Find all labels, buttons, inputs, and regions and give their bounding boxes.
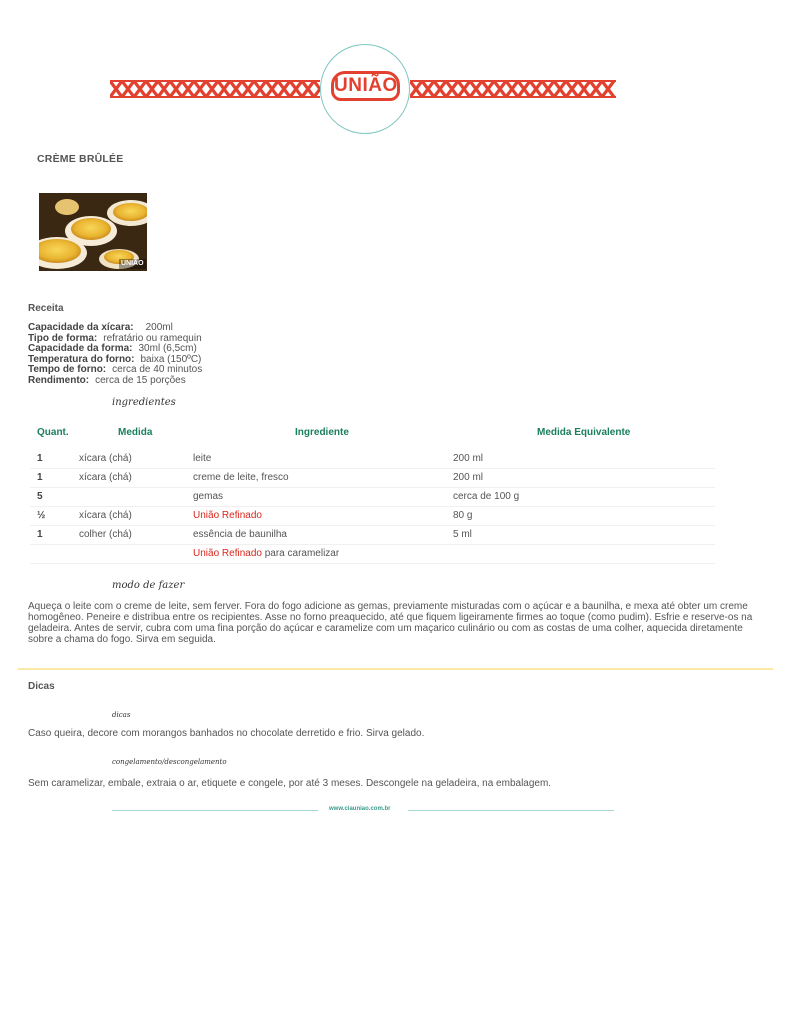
cell-equivalente: 5 ml <box>453 529 472 540</box>
table-row <box>30 506 715 526</box>
cell-medida: xícara (chá) <box>79 453 132 464</box>
footer-line-left <box>112 810 318 811</box>
fact-row: Temperatura do forno: baixa (150ºC) <box>28 353 202 365</box>
cell-quant: 1 <box>37 453 43 464</box>
braid-left-decoration <box>110 78 320 100</box>
fact-row: Capacidade da xícara: 200ml <box>28 322 173 333</box>
cell-ingrediente: leite <box>193 453 212 464</box>
cell-medida: xícara (chá) <box>79 472 132 483</box>
table-row <box>30 525 715 545</box>
braid-right-decoration <box>410 78 616 100</box>
cell-quant: 5 <box>37 491 43 502</box>
congelamento-text: Sem caramelizar, embale, extraia o ar, etiquete e congele, por até 3 meses. Descongele na geladeira, na embalagem. <box>28 778 552 789</box>
table-row <box>30 468 715 488</box>
col-header-quant: Quant. <box>37 427 69 438</box>
dicas-heading: Dicas <box>28 681 55 692</box>
table-row <box>30 544 715 564</box>
ingrediente-link[interactable]: União Refinado <box>193 548 262 559</box>
cell-ingrediente-link[interactable]: União Refinado <box>193 510 262 521</box>
cell-medida: xícara (chá) <box>79 510 132 521</box>
cell-quant: ½ <box>37 510 46 521</box>
recipe-facts <box>28 323 202 387</box>
fact-row: Rendimento: cerca de 15 porções <box>28 374 186 386</box>
cell-equivalente: cerca de 100 g <box>453 491 520 502</box>
logo-badge <box>331 71 400 101</box>
modo-de-fazer-text: Aqueça o leite com o creme de leite, sem ferver. Fora do fogo adicione as gemas, previamente misturadas com o açúcar e a baunilha, e mexa até obter um creme homogêneo. Peneire e distribua entre os recipientes. Asse no forno preaquecido, até que fiquem ligeiramente firmes ao toque (como pudim). Esfrie e reserve-os na geladeira. Antes de servir, cubra com uma fina porção do açúcar e caramelize com um maçarico culinário ou com as costas de uma colher, aquecida diretamente sobre a chama do fogo. Sirva em seguida. <box>28 601 753 645</box>
brand-logo[interactable] <box>320 44 410 134</box>
modo-de-fazer-script-heading: modo de fazer <box>112 580 185 591</box>
table-row <box>30 449 715 469</box>
logo-text: UNIÃO <box>334 75 398 96</box>
table-row <box>30 487 715 507</box>
photo-watermark: UNIÃO <box>121 260 144 267</box>
fact-row: Tipo de forma: refratário ou ramequin <box>28 332 202 344</box>
recipe-photo <box>39 193 147 271</box>
cell-ingrediente <box>193 548 339 559</box>
cell-equivalente: 200 ml <box>453 453 484 464</box>
cell-ingrediente: creme de leite, fresco <box>193 472 289 483</box>
fact-row: Capacidade da forma: 30ml (6,5cm) <box>28 343 197 355</box>
cell-equivalente: 200 ml <box>453 472 484 483</box>
cell-medida: colher (chá) <box>79 529 132 540</box>
cell-ingrediente: gemas <box>193 491 224 502</box>
fact-row: Tempo de forno: cerca de 40 minutos <box>28 364 203 376</box>
col-header-ingrediente: Ingrediente <box>295 427 349 438</box>
col-header-medida: Medida <box>118 427 153 438</box>
recipe-title: CRÈME BRÛLÉE <box>37 153 124 165</box>
section-divider <box>18 668 773 670</box>
ingrediente-extra: para caramelizar <box>261 548 340 559</box>
dicas-text: Caso queira, decore com morangos banhados no chocolate derretido e frio. Sirva gelado. <box>28 728 425 739</box>
col-header-equivalente: Medida Equivalente <box>537 427 631 438</box>
cell-quant: 1 <box>37 529 43 540</box>
cell-equivalente: 80 g <box>453 510 473 521</box>
congelamento-script-heading: congelamento/descongelamento <box>112 758 227 766</box>
cell-ingrediente: essência de baunilha <box>193 529 287 540</box>
ingredientes-script-heading: ingredientes <box>112 397 176 408</box>
footer-url-link[interactable]: www.ciauniao.com.br <box>329 806 391 812</box>
dicas-script-heading: dicas <box>112 711 131 719</box>
footer-line-right <box>408 810 614 811</box>
cell-quant: 1 <box>37 472 43 483</box>
receita-heading: Receita <box>28 303 64 314</box>
